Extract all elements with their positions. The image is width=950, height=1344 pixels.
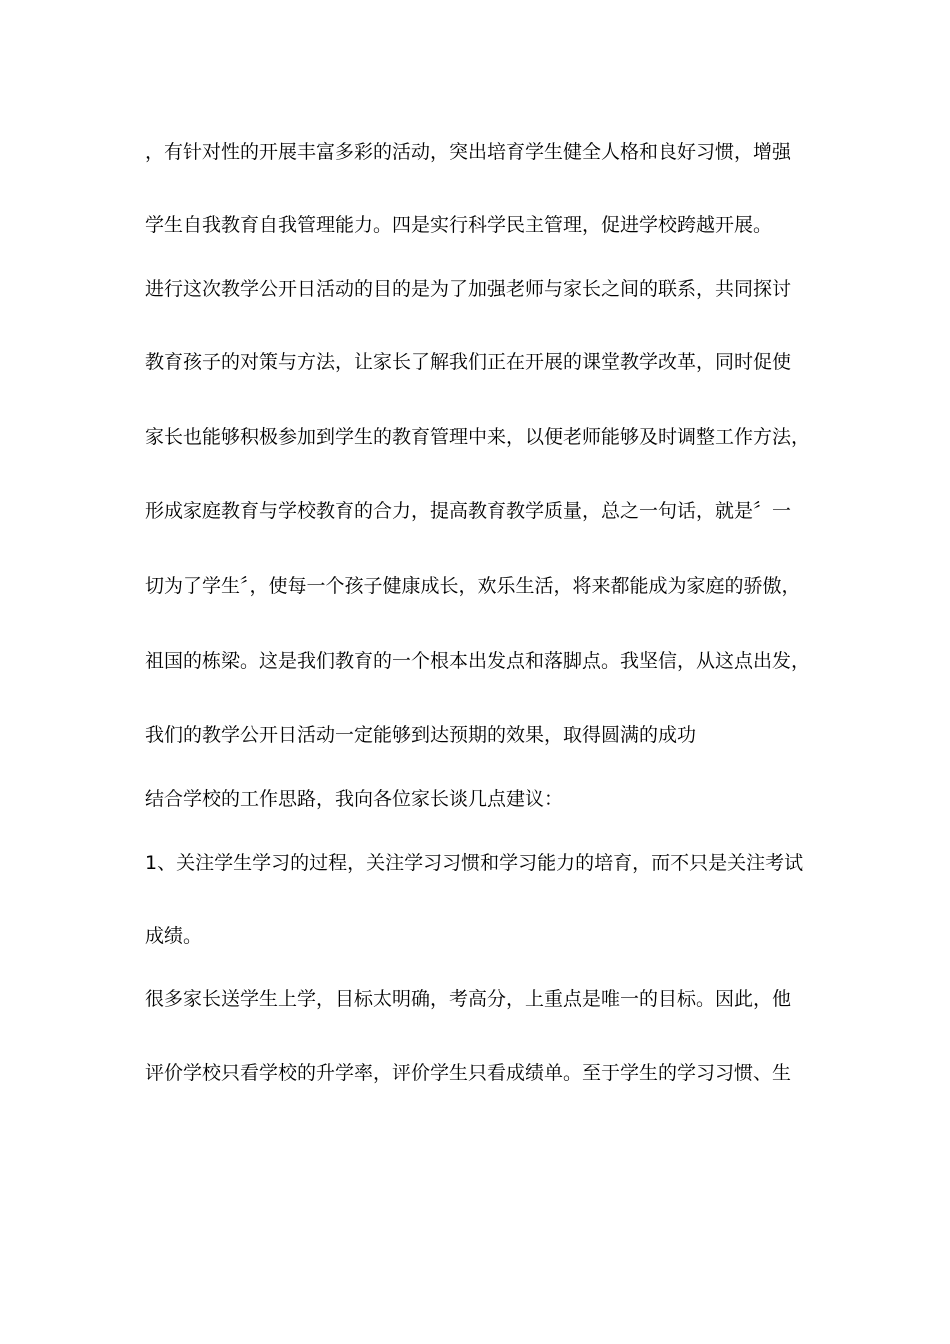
paragraph-line: 评价学校只看学校的升学率，评价学生只看成绩单。至于学生的学习习惯、生 — [145, 1062, 792, 1084]
paragraph-line: 学生自我教育自我管理能力。四是实行科学民主管理，促进学校跨越开展。 — [145, 214, 773, 236]
paragraph-line: 切为了学生〞，使每一个孩子健康成长，欢乐生活，将来都能成为家庭的骄傲， — [145, 575, 801, 597]
paragraph-line: 进行这次教学公开日活动的目的是为了加强老师与家长之间的联系，共同探讨 — [145, 278, 792, 300]
paragraph-line: 很多家长送学生上学，目标太明确，考高分，上重点是唯一的目标。因此，他 — [145, 988, 792, 1010]
paragraph-line: 家长也能够积极参加到学生的教育管理中来，以便老师能够及时调整工作方法， — [145, 426, 811, 448]
list-item-line: 1、关注学生学习的过程，关注学习习惯和学习能力的培育，而不只是关注考试 — [145, 852, 804, 874]
paragraph-line: ，有针对性的开展丰富多彩的活动，突出培育学生健全人格和良好习惯，增强 — [145, 141, 792, 163]
paragraph-line: 我们的教学公开日活动一定能够到达预期的效果，取得圆满的成功 — [145, 724, 697, 746]
paragraph-line: 结合学校的工作思路，我向各位家长谈几点建议： — [145, 788, 564, 810]
paragraph-line: 教育孩子的对策与方法，让家长了解我们正在开展的课堂教学改革，同时促使 — [145, 351, 792, 373]
paragraph-line: 祖国的栋梁。这是我们教育的一个根本出发点和落脚点。我坚信，从这点出发， — [145, 650, 811, 672]
list-item-line: 成绩。 — [145, 925, 203, 947]
paragraph-line: 形成家庭教育与学校教育的合力，提高教育教学质量，总之一句话，就是〞一 — [145, 500, 792, 522]
